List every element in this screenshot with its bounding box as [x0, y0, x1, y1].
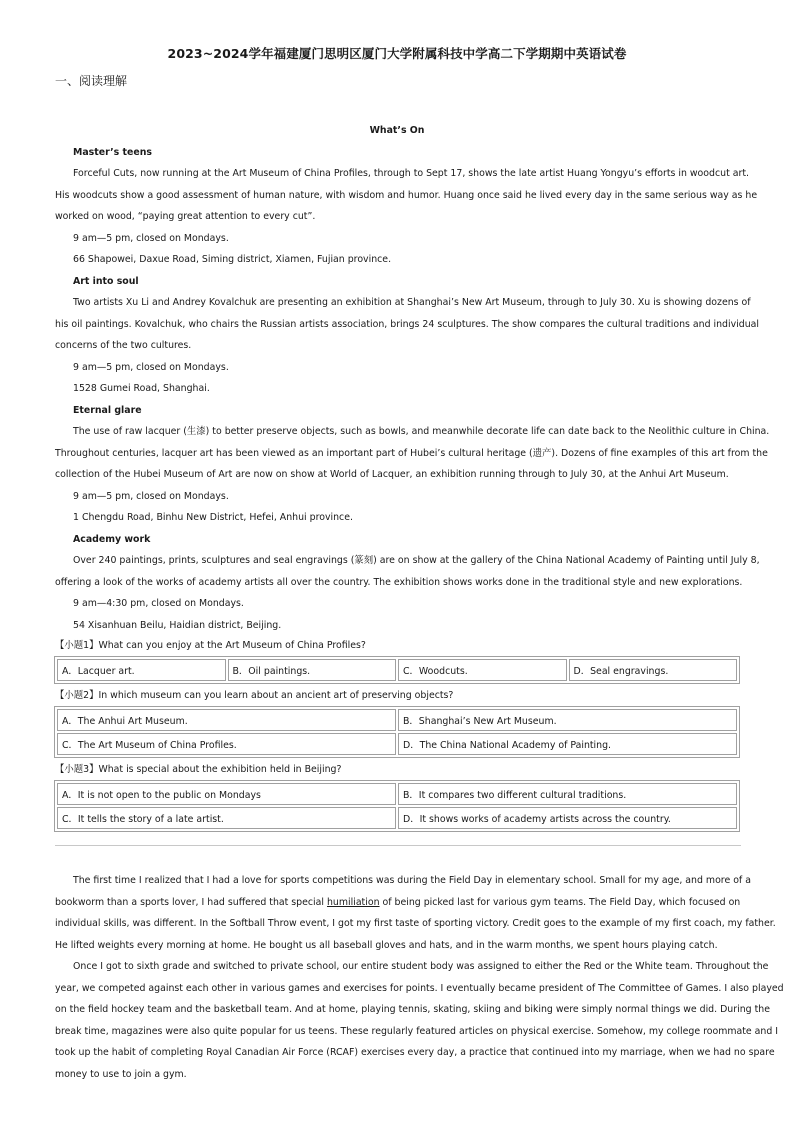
exhibit-text-line: collection of the Hubei Museum of Art are now on show at World of Lacquer, an exhibition running through to July 30, at the Anhui Art Museum.: [55, 469, 729, 480]
exhibit-text-line: The use of raw lacquer (生漆) to better preserve objects, such as bowls, and meanwhile decorate life can date back to the Neolithic culture in China.: [73, 426, 770, 437]
exhibit-hours: 9 am—5 pm, closed on Mondays.: [73, 232, 229, 244]
exam-title: 2023~2024学年福建厦门思明区厦门大学附属科技中学高二下学期期中英语试卷: [167, 46, 627, 61]
exhibit-address: 1528 Gumei Road, Shanghai.: [73, 383, 210, 394]
exhibit-text-line: Forceful Cuts, now running at the Art Museum of China Profiles, through to Sept 17, shows the late artist Huang Yongyu’s efforts in woodcut art.: [73, 168, 749, 179]
option-a[interactable]: A．The Anhui Art Museum.: [57, 709, 396, 731]
paragraph-line: individual skills, was different. In the Softball Throw event, I got my first taste of sporting victory. Credit goes to the example of my first coach, my father.: [55, 918, 776, 929]
option-b[interactable]: B．Oil paintings.: [228, 659, 397, 681]
paragraph-line: on the field hockey team and the basketball team. And at home, playing tennis, skating, skiing and biking were simply normal things we did. During the: [55, 1004, 770, 1015]
exhibit-hours: 9 am—5 pm, closed on Mondays.: [73, 490, 229, 502]
paragraph-line: break time, magazines were also quite popular for us teens. These regularly featured articles on physical exercise. Somehow, my college roommate and I: [55, 1025, 779, 1037]
exhibit-text-line: Throughout centuries, lacquer art has been viewed as an important part of Hubei’s cultural heritage (遗产). Dozens of fine examples of this art from the: [55, 447, 768, 459]
passage-heading: What’s On: [369, 125, 425, 136]
paragraph-line: year, we competed against each other in various games and exercises for points. I eventually became president of The Committee of Games. I also played: [55, 982, 784, 994]
exhibit-name: Art into soul: [73, 275, 139, 287]
option-b[interactable]: B．It compares two different cultural traditions.: [398, 783, 737, 805]
question-3: [55, 760, 741, 832]
underlined-word: humiliation: [326, 896, 380, 908]
options-table: [54, 656, 740, 684]
paragraph-line: Once I got to sixth grade and switched to private school, our entire student body was assigned to either the Red or the White team. Throughout the: [73, 961, 769, 972]
question-1: [55, 636, 741, 684]
exhibit-text-line: his oil paintings. Kovalchuk, who chairs the Russian artists association, brings 24 sculptures. The show compares the cultural traditions and individual: [55, 318, 759, 330]
exhibit-address: 1 Chengdu Road, Binhu New District, Hefei, Anhui province.: [73, 512, 353, 523]
option-b[interactable]: B．Shanghai’s New Art Museum.: [398, 709, 737, 731]
text-fragment: bookworm than a sports lover, I had suffered that special: [55, 896, 327, 908]
paragraph-line: [55, 892, 739, 914]
exhibit-hours: 9 am—4:30 pm, closed on Mondays.: [73, 598, 244, 609]
exhibit-name: Master’s teens: [73, 146, 152, 158]
exhibit-address: 54 Xisanhuan Beilu, Haidian district, Beijing.: [73, 619, 282, 631]
passage-sports: [55, 870, 784, 1085]
exhibit-hours: 9 am—5 pm, closed on Mondays.: [73, 361, 229, 373]
option-a[interactable]: A．It is not open to the public on Mondays: [57, 783, 396, 805]
exhibit-text-line: worked on wood, “paying great attention to every cut”.: [55, 211, 316, 222]
exhibit-text-line: concerns of the two cultures.: [55, 340, 192, 351]
option-c[interactable]: C．The Art Museum of China Profiles.: [57, 733, 396, 755]
option-d[interactable]: D．Seal engravings.: [569, 659, 738, 681]
paragraph-line: The first time I realized that I had a love for sports competitions was during the Field Day in elementary school. Small for my age, and more of a: [73, 875, 751, 886]
paragraph-line: took up the habit of completing Royal Canadian Air Force (RCAF) exercises every day, a practice that continued into my marriage, when we had no spare: [55, 1047, 775, 1058]
exhibit-name: Academy work: [73, 533, 151, 545]
option-c[interactable]: C．Woodcuts.: [398, 659, 567, 681]
passage-whats-on: [55, 120, 770, 636]
option-c[interactable]: C．It tells the story of a late artist.: [57, 807, 396, 829]
exhibit-address: 66 Shapowei, Daxue Road, Siming district, Xiamen, Fujian province.: [73, 254, 392, 265]
text-fragment: of being picked last for various gym teams. The Field Day, which focused on: [379, 896, 741, 908]
paragraph-line: money to use to join a gym.: [55, 1068, 187, 1080]
options-table: [54, 780, 740, 832]
paragraph-line: He lifted weights every morning at home. He bought us all baseball gloves and hats, and in the warm months, we spent hours playing catch.: [55, 939, 718, 951]
question-prompt: 【小题2】In which museum can you learn about an ancient art of preserving objects?: [55, 690, 454, 701]
section-divider: [55, 845, 741, 846]
option-d[interactable]: D．It shows works of academy artists across the country.: [398, 807, 737, 829]
exhibit-text-line: Two artists Xu Li and Andrey Kovalchuk are presenting an exhibition at Shanghai’s New Art Museum, through to July 30. Xu is showing dozens of: [73, 297, 751, 308]
question-prompt: 【小题1】What can you enjoy at the Art Museum of China Profiles?: [55, 640, 366, 651]
options-table: [54, 706, 740, 758]
option-d[interactable]: D．The China National Academy of Painting.: [398, 733, 737, 755]
exhibit-text-line: Over 240 paintings, prints, sculptures and seal engravings (篆刻) are on show at the gallery of the China National Academy of Painting until July 8,: [73, 555, 760, 566]
question-prompt: 【小题3】What is special about the exhibition held in Beijing?: [55, 764, 342, 775]
question-2: [55, 686, 741, 758]
exhibit-text-line: offering a look of the works of academy artists all over the country. The exhibition shows works done in the traditional style and new explorations.: [55, 576, 743, 588]
exhibit-text-line: His woodcuts show a good assessment of human nature, with wisdom and humor. Huang once said he lived every day in the same serious way as he: [55, 189, 758, 201]
section-heading: 一、阅读理解: [55, 74, 128, 88]
option-a[interactable]: A．Lacquer art.: [57, 659, 226, 681]
exhibit-name: Eternal glare: [73, 404, 142, 416]
